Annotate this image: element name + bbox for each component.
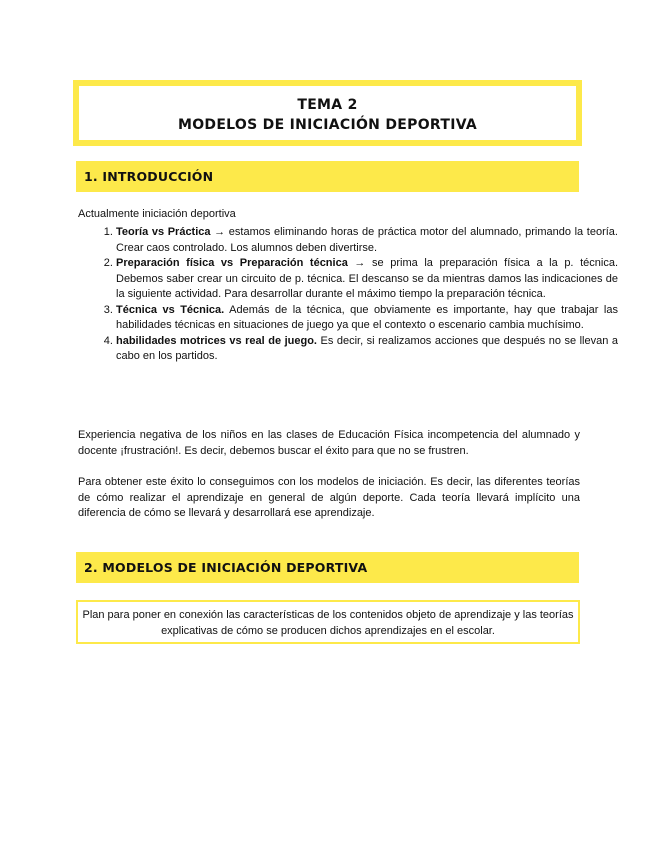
paragraph-success-models: Para obtener este éxito lo conseguimos con los modelos de iniciación. Es decir, las diferentes teorías de cómo realizar el aprendizaje en general de algún deporte. Cada teoría llevará implícito una diferencia de cómo se llevará y desarrollará ese aprendizaje. [78,476,580,519]
list-item [116,303,618,334]
title-line-2: MODELOS DE INICIACIÓN DEPORTIVA [177,117,478,133]
list-item [116,225,618,256]
definition-box [76,600,580,644]
section-2-heading: 2. MODELOS DE INICIACIÓN DEPORTIVA [76,552,579,583]
list-item-text: → estamos eliminando horas de práctica motor del alumnado, primando la teoría. Crear caos controlado. Los alumnos deben divertirse. [116,226,618,254]
list-item-bold: Preparación física vs Preparación técnica [116,257,348,269]
comparison-list [78,225,618,365]
list-item-bold: habilidades motrices vs real de juego. [116,334,317,347]
section-1-heading: 1. INTRODUCCIÓN [76,161,579,192]
list-item [116,334,618,365]
document-title-box [73,80,582,146]
list-item-text: → se prima la preparación física a la p. técnica. Debemos saber crear un circuito de p. técnica. El descanso se da mientras damos las indicaciones de la siguiente actividad. Para desarrollar durante el máximo tiempo la preparación técnica. [116,257,618,300]
list-item-bold: Técnica vs Técnica. [116,303,225,316]
definition-text: Plan para poner en conexión las características de los contenidos objeto de aprendizaje y las teorías explicativas de cómo se producen dichos aprendizajes en el escolar. [82,609,574,637]
section-1-intro: Actualmente iniciación deportiva [78,208,236,220]
list-item-bold: Teoría vs Práctica [116,226,211,238]
list-item [116,256,618,303]
paragraph-negative-experience: Experiencia negativa de los niños en las clases de Educación Física incompetencia del alumnado y docente ¡frustración!. Es decir, debemos buscar el éxito para que no se frustren. [78,429,580,457]
list-item-text: Es decir, si realizamos acciones que después no se llevan a cabo en los partidos. [116,334,618,362]
list-item-text: Además de la técnica, que obviamente es importante, hay que trabajar las habilidades técnicas en situaciones de juego ya que el contexto o escenario cambia muchísimo. [116,303,618,331]
title-line-1: TEMA 2 [297,97,358,113]
